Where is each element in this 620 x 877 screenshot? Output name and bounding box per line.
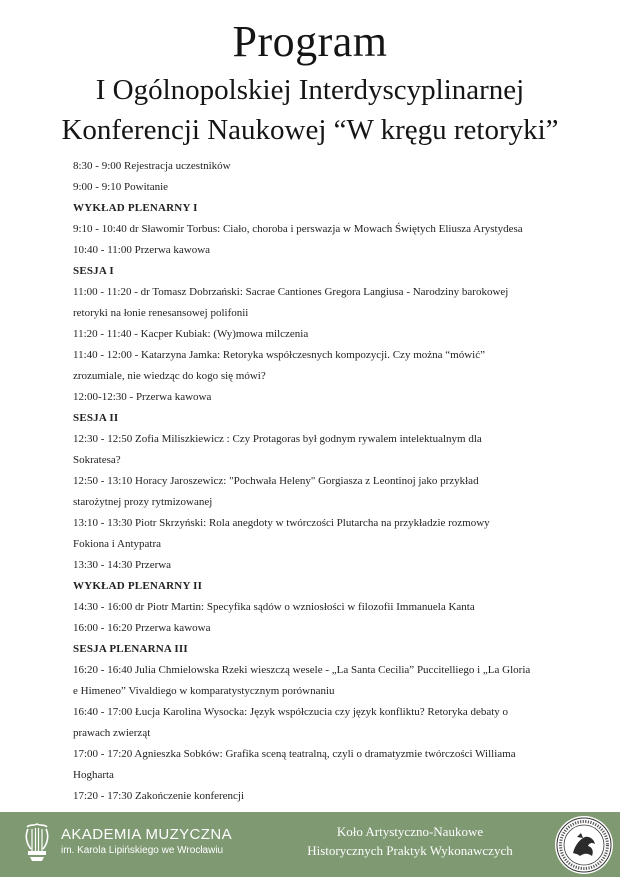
schedule-entry — [73, 282, 553, 324]
schedule-entry — [73, 177, 553, 198]
schedule-list — [73, 156, 553, 807]
schedule-entry-line: 12:50 - 13:10 Horacy Jaroszewicz: "Pochwała Heleny" Gorgiasza z Leontinoj jako przykład — [73, 475, 479, 487]
schedule-entry-line: Sokratesa? — [73, 454, 121, 466]
footer-bar — [0, 812, 620, 877]
schedule-entry-line: starożytnej prozy rytmizowanej — [73, 496, 213, 508]
schedule-entry — [73, 555, 553, 576]
schedule-entry-line: 9:10 - 10:40 dr Sławomir Torbus: Ciało, choroba i perswazja w Mowach Świętych Eliusza Arystydesa — [73, 223, 523, 235]
schedule-entry-line: 11:40 - 12:00 - Katarzyna Jamka: Retoryka współczesnych kompozycji. Czy można “mówić” — [73, 349, 485, 361]
schedule-entry — [73, 471, 553, 513]
kolo-name — [285, 822, 535, 860]
schedule-entry-line: Fokiona i Antypatra — [73, 538, 161, 550]
schedule-entry — [73, 324, 553, 345]
title-line-3: Konferencji Naukowej “W kręgu retoryki” — [61, 114, 559, 146]
schedule-entry — [73, 702, 553, 744]
section-heading-text: SESJA I — [73, 265, 114, 277]
schedule-entry-line: retoryki na łonie renesansowej polifonii — [73, 307, 249, 319]
circular-seal-icon — [554, 815, 614, 875]
schedule-entry — [73, 240, 553, 261]
schedule-entry-line: 12:00-12:30 - Przerwa kawowa — [73, 391, 212, 403]
section-heading — [73, 576, 553, 597]
schedule-entry — [73, 618, 553, 639]
section-heading — [73, 261, 553, 282]
schedule-entry-line: 11:00 - 11:20 - dr Tomasz Dobrzański: Sacrae Cantiones Gregora Langiusa - Narodziny barokowej — [73, 286, 509, 298]
schedule-entry-line: 16:40 - 17:00 Łucja Karolina Wysocka: Język współczucia czy język konfliktu? Retoryka debaty o — [73, 706, 509, 718]
schedule-entry-line: e Himeneo” Vivaldiego w komparatystycznym porównaniu — [73, 685, 335, 697]
schedule-entry-line: 8:30 - 9:00 Rejestracja uczestników — [73, 160, 231, 172]
section-heading — [73, 639, 553, 660]
schedule-entry-line: 16:20 - 16:40 Julia Chmielowska Rzeki wieszczą wesele - „La Santa Cecilia” Puccitelliego i „La Gloria — [73, 664, 531, 676]
schedule-entry — [73, 597, 553, 618]
section-heading-text: WYKŁAD PLENARNY I — [73, 202, 198, 214]
schedule-entry — [73, 786, 553, 807]
schedule-entry-line: 17:00 - 17:20 Agnieszka Sobków: Grafika sceną teatralną, czyli o dramatyzmie twórczości Williama — [73, 748, 516, 760]
schedule-entry-line: 10:40 - 11:00 Przerwa kawowa — [73, 244, 211, 256]
kolo-line-2: Historycznych Praktyk Wykonawczych — [307, 843, 513, 858]
section-heading — [73, 408, 553, 429]
schedule-entry-line: 13:30 - 14:30 Przerwa — [73, 559, 172, 571]
schedule-entry-line: prawach zwierząt — [73, 727, 151, 739]
schedule-entry-line: 14:30 - 16:00 dr Piotr Martin: Specyfika sądów o wzniosłości w filozofii Immanuela Kanta — [73, 601, 475, 613]
schedule-entry — [73, 513, 553, 555]
schedule-entry — [73, 156, 553, 177]
schedule-entry — [73, 345, 553, 387]
schedule-entry-line: 17:20 - 17:30 Zakończenie konferencji — [73, 790, 245, 802]
section-heading-text: SESJA PLENARNA III — [73, 643, 188, 655]
schedule-entry — [73, 387, 553, 408]
lyre-icon — [22, 821, 52, 863]
schedule-entry-line: 16:00 - 16:20 Przerwa kawowa — [73, 622, 211, 634]
academy-name: AKADEMIA MUZYCZNA — [61, 826, 232, 843]
title-line-2: I Ogólnopolskiej Interdyscyplinarnej — [95, 74, 525, 106]
kolo-line-1: Koło Artystyczno-Naukowe — [336, 824, 484, 839]
schedule-entry-line: 13:10 - 13:30 Piotr Skrzyński: Rola anegdoty w twórczości Plutarcha na przykładzie rozmowy — [73, 517, 490, 529]
schedule-entry-line: 9:00 - 9:10 Powitanie — [73, 181, 169, 193]
schedule-entry-line: Hogharta — [73, 769, 114, 781]
section-heading-text: WYKŁAD PLENARNY II — [73, 580, 203, 592]
title-main: Program — [232, 17, 388, 66]
schedule-entry — [73, 744, 553, 786]
academy-subtitle: im. Karola Lipińskiego we Wrocławiu — [61, 845, 224, 856]
schedule-entry — [73, 219, 553, 240]
section-heading — [73, 198, 553, 219]
schedule-entry — [73, 660, 553, 702]
page-title — [0, 14, 620, 150]
schedule-entry-line: 11:20 - 11:40 - Kacper Kubiak: (Wy)mowa milczenia — [73, 328, 309, 340]
schedule-entry — [73, 429, 553, 471]
section-heading-text: SESJA II — [73, 412, 119, 424]
schedule-entry-line: 12:30 - 12:50 Zofia Miliszkiewicz : Czy Protagoras był godnym rywalem intelektualnym dla — [73, 433, 482, 445]
schedule-entry-line: zrozumiale, nie wiedząc do kogo się mówi? — [73, 370, 266, 382]
